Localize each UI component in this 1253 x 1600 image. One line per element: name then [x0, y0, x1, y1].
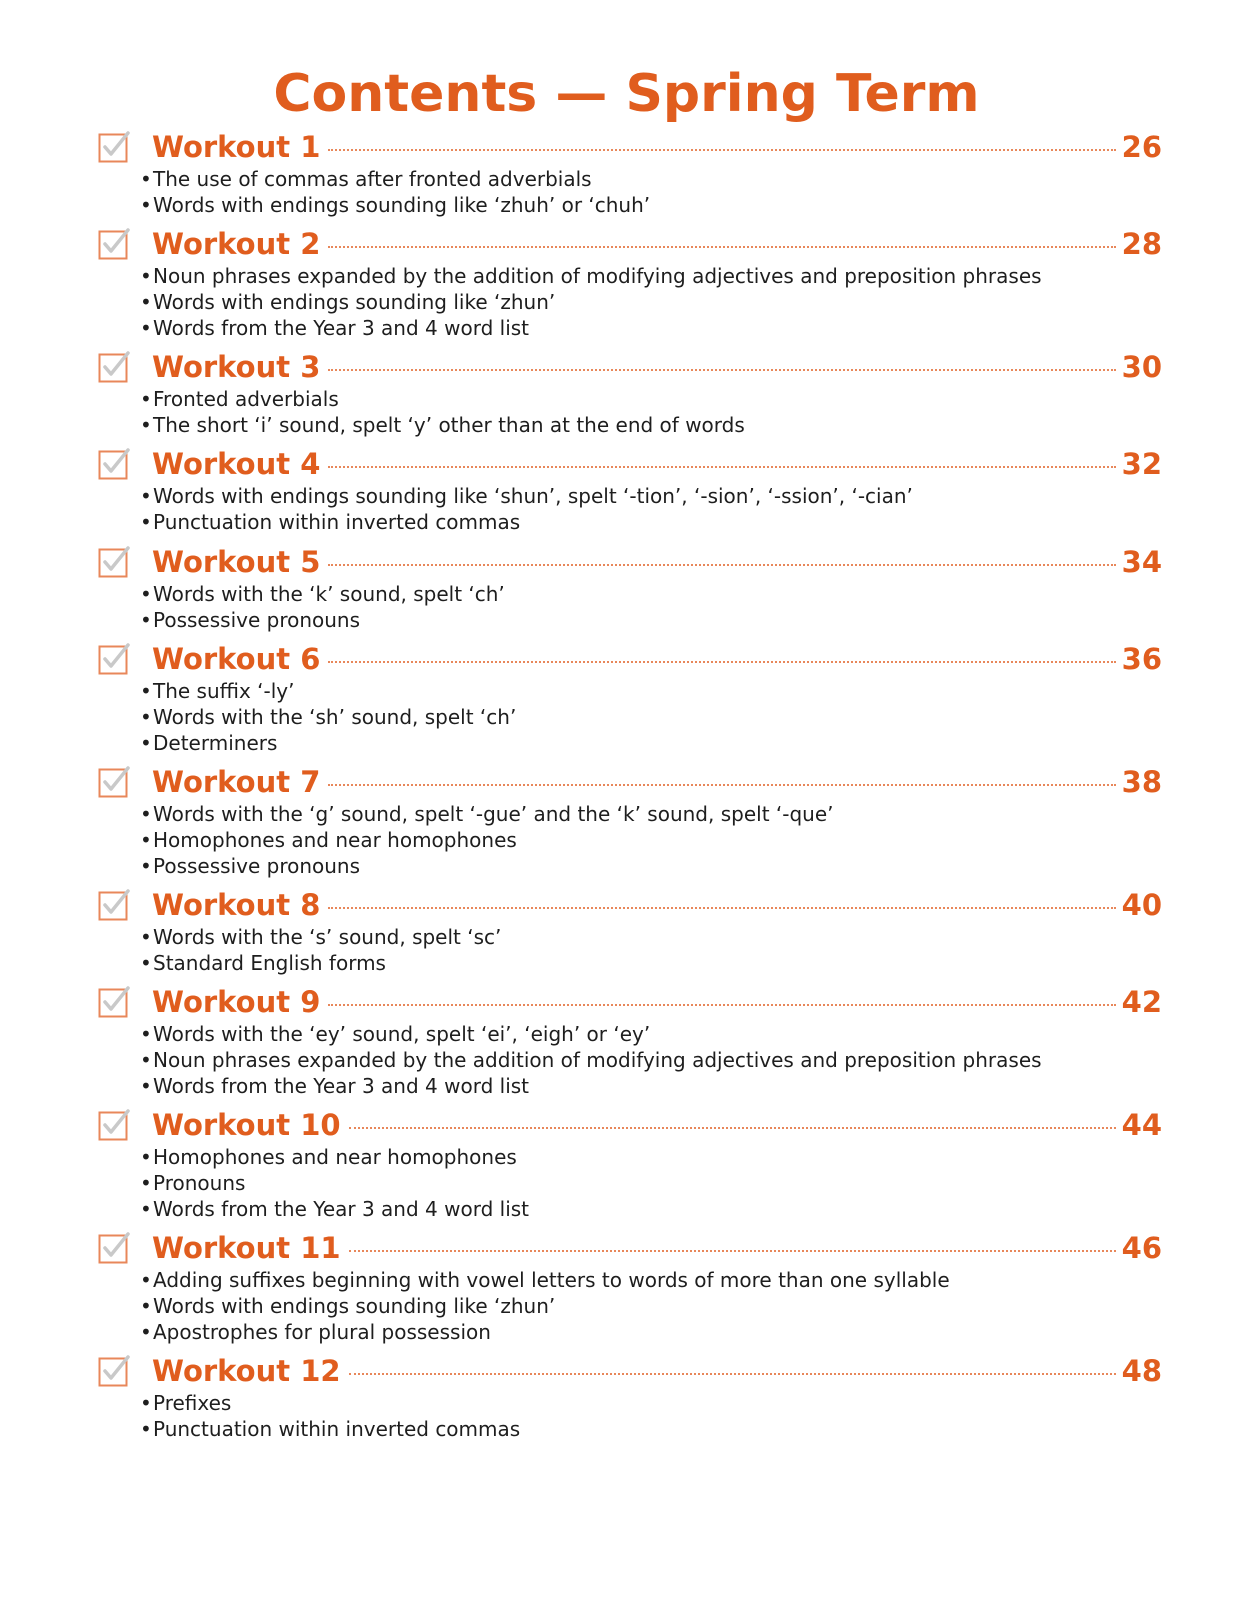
topic-item	[140, 509, 913, 535]
bullet-icon: •	[140, 1320, 152, 1344]
workout-title[interactable]: Workout 12	[152, 1354, 341, 1388]
topic-list	[140, 678, 516, 756]
topic-item	[140, 1073, 1042, 1099]
bullet-icon: •	[140, 1048, 152, 1072]
topic-text: Punctuation within inverted commas	[153, 1417, 521, 1441]
topic-text: Words with endings sounding like ‘zhun’	[153, 1294, 556, 1318]
topic-item	[140, 924, 501, 950]
checkbox-tick-icon[interactable]	[98, 351, 130, 383]
bullet-icon: •	[140, 316, 152, 340]
topic-item	[140, 386, 745, 412]
dot-leader	[328, 369, 1115, 371]
topic-text: Words from the Year 3 and 4 word list	[153, 1074, 530, 1098]
topic-list	[140, 483, 913, 535]
toc-heading-row[interactable]	[152, 128, 1162, 166]
checkbox-tick-icon[interactable]	[98, 1232, 130, 1264]
bullet-icon: •	[140, 925, 152, 949]
dot-leader	[349, 1127, 1116, 1129]
bullet-icon: •	[140, 167, 152, 191]
bullet-icon: •	[140, 1145, 152, 1169]
topic-item	[140, 827, 834, 853]
workout-title[interactable]: Workout 3	[152, 350, 321, 384]
toc-heading-row[interactable]	[152, 983, 1162, 1021]
topic-text: Standard English forms	[153, 951, 386, 975]
topic-item	[140, 801, 834, 827]
toc-heading-row[interactable]	[152, 225, 1162, 263]
topic-item	[140, 1196, 529, 1222]
bullet-icon: •	[140, 1417, 152, 1441]
checkbox-tick-icon[interactable]	[98, 986, 130, 1018]
topic-item	[140, 581, 505, 607]
dot-leader	[328, 246, 1115, 248]
topic-item	[140, 1319, 950, 1345]
topic-list	[140, 1267, 950, 1345]
workout-title[interactable]: Workout 2	[152, 227, 321, 261]
checkbox-tick-icon[interactable]	[98, 546, 130, 578]
topic-text: Prefixes	[153, 1391, 232, 1415]
topic-item	[140, 607, 505, 633]
topic-text: Homophones and near homophones	[153, 1145, 517, 1169]
toc-heading-row[interactable]	[152, 445, 1162, 483]
topic-text: Words with the ‘k’ sound, spelt ‘ch’	[153, 582, 505, 606]
topic-text: Noun phrases expanded by the addition of modifying adjectives and preposition phrases	[153, 1048, 1042, 1072]
workout-title[interactable]: Workout 1	[152, 130, 321, 164]
bullet-icon: •	[140, 828, 152, 852]
toc-heading-row[interactable]	[152, 543, 1162, 581]
checkbox-tick-icon[interactable]	[98, 131, 130, 163]
bullet-icon: •	[140, 290, 152, 314]
workout-title[interactable]: Workout 5	[152, 545, 321, 579]
topic-text: Noun phrases expanded by the addition of modifying adjectives and preposition phrases	[153, 264, 1042, 288]
dot-leader	[328, 661, 1115, 663]
workout-title[interactable]: Workout 4	[152, 447, 321, 481]
topic-text: Determiners	[153, 731, 278, 755]
topic-text: Words with the ‘ey’ sound, spelt ‘ei’, ‘eigh’ or ‘ey’	[153, 1022, 651, 1046]
bullet-icon: •	[140, 1197, 152, 1221]
topic-text: The use of commas after fronted adverbials	[153, 167, 592, 191]
bullet-icon: •	[140, 679, 152, 703]
toc-heading-row[interactable]	[152, 886, 1162, 924]
workout-title[interactable]: Workout 11	[152, 1231, 341, 1265]
topic-item	[140, 1170, 529, 1196]
topic-item	[140, 678, 516, 704]
bullet-icon: •	[140, 1022, 152, 1046]
toc-heading-row[interactable]	[152, 763, 1162, 801]
topic-item	[140, 166, 650, 192]
topic-item	[140, 1144, 529, 1170]
dot-leader	[349, 1250, 1116, 1252]
dot-leader	[328, 564, 1115, 566]
page-number[interactable]: 26	[1121, 130, 1162, 164]
dot-leader	[328, 907, 1115, 909]
page-number[interactable]: 42	[1121, 985, 1162, 1019]
page-number[interactable]: 30	[1121, 350, 1162, 384]
bullet-icon: •	[140, 608, 152, 632]
topic-item	[140, 1390, 520, 1416]
topic-list	[140, 1390, 520, 1442]
topic-text: Words with the ‘sh’ sound, spelt ‘ch’	[153, 705, 517, 729]
bullet-icon: •	[140, 484, 152, 508]
topic-text: Words with endings sounding like ‘shun’, spelt ‘-tion’, ‘-sion’, ‘-ssion’, ‘-cian’	[153, 484, 913, 508]
page-number[interactable]: 36	[1121, 642, 1162, 676]
bullet-icon: •	[140, 1391, 152, 1415]
workout-title[interactable]: Workout 9	[152, 985, 321, 1019]
page-number[interactable]: 44	[1121, 1108, 1162, 1142]
topic-item	[140, 412, 745, 438]
topic-text: Words with endings sounding like ‘zhun’	[153, 290, 556, 314]
toc-heading-row[interactable]	[152, 348, 1162, 386]
bullet-icon: •	[140, 854, 152, 878]
topic-item	[140, 950, 501, 976]
topic-list	[140, 581, 505, 633]
checkbox-tick-icon[interactable]	[98, 766, 130, 798]
topic-text: Homophones and near homophones	[153, 828, 517, 852]
topic-item	[140, 1293, 950, 1319]
topic-item	[140, 1021, 1042, 1047]
topic-text: Words with endings sounding like ‘zhuh’ or ‘chuh’	[153, 193, 651, 217]
topic-text: The short ‘i’ sound, spelt ‘y’ other than at the end of words	[153, 413, 745, 437]
topic-text: Punctuation within inverted commas	[153, 510, 521, 534]
bullet-icon: •	[140, 582, 152, 606]
checkbox-tick-icon[interactable]	[98, 228, 130, 260]
toc-heading-row[interactable]	[152, 1352, 1162, 1390]
checkbox-tick-icon[interactable]	[98, 643, 130, 675]
topic-text: Apostrophes for plural possession	[153, 1320, 491, 1344]
page-number[interactable]: 46	[1121, 1231, 1162, 1265]
topic-text: Adding suffixes beginning with vowel letters to words of more than one syllable	[153, 1268, 950, 1292]
topic-list	[140, 166, 650, 218]
topic-text: Possessive pronouns	[153, 854, 361, 878]
topic-text: Words with the ‘s’ sound, spelt ‘sc’	[153, 925, 502, 949]
topic-item	[140, 730, 516, 756]
bullet-icon: •	[140, 705, 152, 729]
workout-title[interactable]: Workout 7	[152, 765, 321, 799]
topic-item	[140, 704, 516, 730]
topic-item	[140, 315, 1042, 341]
topic-item	[140, 263, 1042, 289]
topic-text: Words from the Year 3 and 4 word list	[153, 316, 530, 340]
topic-list	[140, 924, 501, 976]
bullet-icon: •	[140, 193, 152, 217]
bullet-icon: •	[140, 951, 152, 975]
toc-heading-row[interactable]	[152, 1106, 1162, 1144]
topic-text: Words from the Year 3 and 4 word list	[153, 1197, 530, 1221]
bullet-icon: •	[140, 802, 152, 826]
workout-title[interactable]: Workout 8	[152, 888, 321, 922]
topic-item	[140, 1047, 1042, 1073]
page-number[interactable]: 40	[1121, 888, 1162, 922]
topic-list	[140, 1144, 529, 1222]
topic-item	[140, 289, 1042, 315]
workout-title[interactable]: Workout 10	[152, 1108, 341, 1142]
topic-item	[140, 483, 913, 509]
bullet-icon: •	[140, 413, 152, 437]
topic-item	[140, 1267, 950, 1293]
dot-leader	[328, 784, 1115, 786]
dot-leader	[349, 1373, 1116, 1375]
page-number[interactable]: 38	[1121, 765, 1162, 799]
bullet-icon: •	[140, 1294, 152, 1318]
topic-item	[140, 1416, 520, 1442]
page-title: Contents — Spring Term	[273, 64, 980, 124]
toc-heading-row[interactable]	[152, 640, 1162, 678]
topic-item	[140, 853, 834, 879]
topic-text: Fronted adverbials	[153, 387, 339, 411]
bullet-icon: •	[140, 1074, 152, 1098]
topic-list	[140, 801, 834, 879]
bullet-icon: •	[140, 510, 152, 534]
bullet-icon: •	[140, 264, 152, 288]
workout-title[interactable]: Workout 6	[152, 642, 321, 676]
topic-text: Possessive pronouns	[153, 608, 361, 632]
topic-list	[140, 263, 1042, 341]
topic-item	[140, 192, 650, 218]
bullet-icon: •	[140, 1171, 152, 1195]
bullet-icon: •	[140, 1268, 152, 1292]
toc-heading-row[interactable]	[152, 1229, 1162, 1267]
topic-list	[140, 386, 745, 438]
page-number[interactable]: 32	[1121, 447, 1162, 481]
dot-leader	[328, 466, 1115, 468]
bullet-icon: •	[140, 731, 152, 755]
page-number[interactable]: 28	[1121, 227, 1162, 261]
checkbox-tick-icon[interactable]	[98, 1355, 130, 1387]
dot-leader	[328, 149, 1115, 151]
topic-text: Words with the ‘g’ sound, spelt ‘-gue’ and the ‘k’ sound, spelt ‘-que’	[153, 802, 834, 826]
checkbox-tick-icon[interactable]	[98, 889, 130, 921]
page-number[interactable]: 34	[1121, 545, 1162, 579]
topic-text: The suffix ‘-ly’	[153, 679, 295, 703]
topic-list	[140, 1021, 1042, 1099]
dot-leader	[328, 1004, 1115, 1006]
bullet-icon: •	[140, 387, 152, 411]
page-number[interactable]: 48	[1121, 1354, 1162, 1388]
topic-text: Pronouns	[153, 1171, 246, 1195]
checkbox-tick-icon[interactable]	[98, 448, 130, 480]
checkbox-tick-icon[interactable]	[98, 1109, 130, 1141]
